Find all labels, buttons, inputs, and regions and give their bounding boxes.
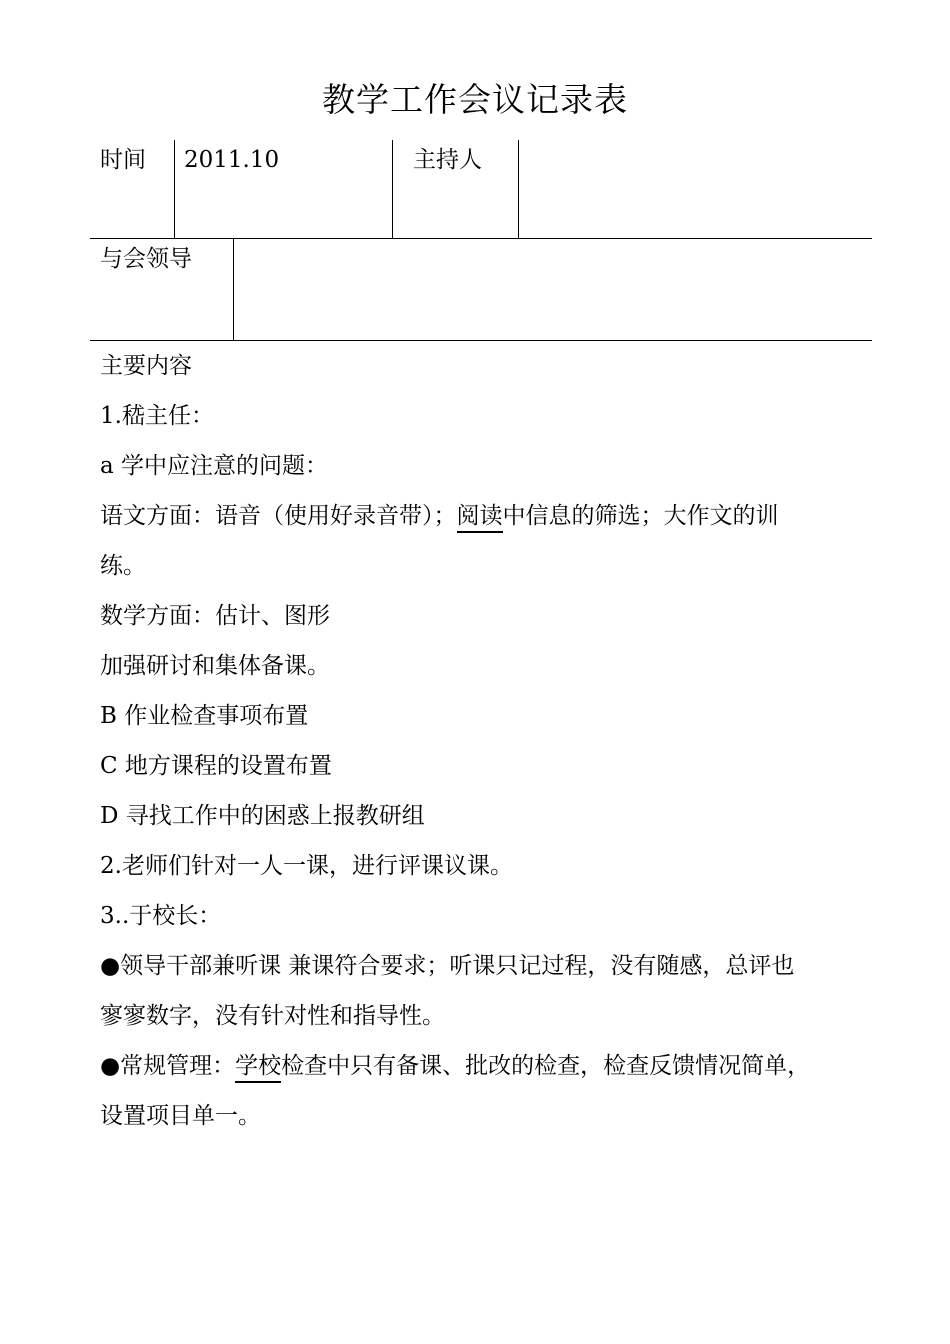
content-line: a 学中应注意的问题： bbox=[100, 453, 329, 479]
content-line: B 作业检查事项布置 bbox=[100, 703, 309, 729]
underlined-text: 阅读 bbox=[457, 503, 503, 533]
content-line: 1.嵇主任： bbox=[100, 403, 214, 429]
table-divider bbox=[233, 239, 234, 340]
content-line: 3..于校长： bbox=[100, 903, 222, 929]
table-divider bbox=[392, 140, 393, 239]
content-heading: 主要内容 bbox=[100, 353, 192, 379]
leaders-label: 与会领导 bbox=[100, 246, 192, 272]
underlined-text: 学校 bbox=[235, 1053, 281, 1083]
content-line: 加强研讨和集体备课。 bbox=[100, 653, 330, 679]
table-rule bbox=[90, 238, 872, 239]
text-segment: 检查中只有备课、批改的检查，检查反馈情况简单， bbox=[281, 1053, 811, 1079]
content-line: 练。 bbox=[100, 553, 146, 579]
content-line: 2.老师们针对一人一课，进行评课议课。 bbox=[100, 853, 513, 879]
content-line: D 寻找工作中的困惑上报教研组 bbox=[100, 803, 425, 829]
text-segment: 语文方面：语音（使用好录音带）； bbox=[100, 503, 457, 529]
table-divider bbox=[518, 140, 519, 239]
content-line: 数学方面：估计、图形 bbox=[100, 603, 330, 629]
table-divider bbox=[174, 140, 175, 239]
text-segment: ●常规管理： bbox=[100, 1053, 236, 1079]
host-label: 主持人 bbox=[413, 147, 482, 173]
time-label: 时间 bbox=[100, 147, 146, 173]
content-line: ●领导干部兼听课 兼课符合要求；听课只记过程，没有随感，总评也 bbox=[100, 953, 795, 979]
time-value: 2011.10 bbox=[184, 147, 280, 173]
text-segment: 中信息的筛选；大作文的训 bbox=[502, 503, 779, 529]
content-line bbox=[100, 1041, 865, 1091]
content-line: 设置项目单一。 bbox=[100, 1103, 261, 1129]
content-line bbox=[100, 491, 865, 541]
content-line: C 地方课程的设置布置 bbox=[100, 753, 332, 779]
content-line: 寥寥数字，没有针对性和指导性。 bbox=[100, 1003, 445, 1029]
main-content bbox=[100, 341, 865, 1141]
page-title: 教学工作会议记录表 bbox=[322, 80, 628, 119]
